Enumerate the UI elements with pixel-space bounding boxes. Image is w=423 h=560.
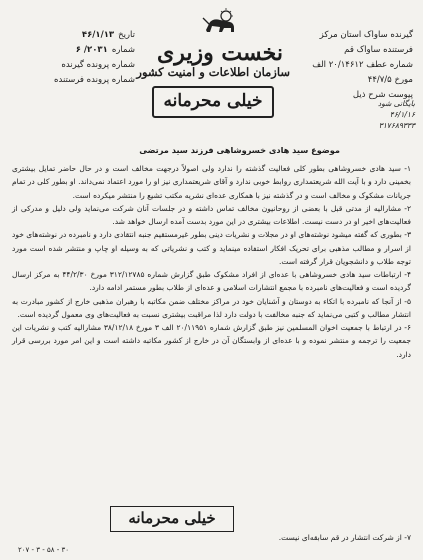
number-label: شماره (111, 45, 135, 55)
header-meta-right (273, 28, 413, 103)
body-paragraph: ۱- سید هادی خسروشاهی بطور کلی فعالیت گذشته را ندارد ولی اصولاً درجهت مخالف است و در حال حاضر تمایل بیشتری بخمینی دارد و با آیت الله شریعتمداری روابط خوبی ندارد و آقای شریعتمداری نیز او را مورد اعتماد نمی‌داند. او بطور کلی در تمام جریانات مشکوک و مخالف است و در گذشته نیز با همکاری عده‌ای نشریه مکتب تشیع را منتشر میکرده است. (12, 164, 411, 200)
handwritten-note (297, 98, 415, 131)
letterhead-organization: سازمان اطلاعات و امنیت کشور (136, 65, 290, 79)
receiver-file-number-label: شماره پرونده گیرنده (61, 60, 135, 70)
reference-date-line: مورخ ۴۴/۷/۵ (367, 75, 413, 85)
lion-and-sun-emblem-icon (200, 8, 240, 34)
letterhead-title: نخست وزیری (157, 40, 283, 66)
sender-file-number-label: شماره پرونده فرستنده (54, 75, 135, 85)
subject-line: موضوع سید هادی خسروشاهی فرزند سید مرتضی (139, 145, 340, 155)
date-value: ۴۶/۱/۱۳ (81, 30, 115, 40)
date-label: تاریخ (118, 30, 135, 40)
handwritten-note-line: ۳۱۷۶۸۹۳۳۳ (378, 121, 415, 130)
handwritten-note-line: بایگانی شود (377, 99, 415, 108)
letter-body (12, 162, 411, 361)
classification-stamp-top: خیلی محرمانه (152, 86, 274, 118)
date-row (10, 28, 135, 43)
recipient-line: گیرنده ساواک استان مرکز (319, 30, 413, 40)
number-value: ۲۰۳۱/ ۶ (75, 45, 108, 55)
footer-code: ۲۰۷ - ۳ - ۵۸ - ۳۰ (18, 546, 70, 554)
body-paragraph: ۶- در ارتباط با جمعیت اخوان المسلمین نیز طبق گزارش شماره ۲۰/۱۱۹۵۱ الف ۳ مورخ ۳۸/۱۲/۱۸ مشارالیه کتب و نشریات این جمعیت را ترجمه و منتشر نموده و با عده‌ای از وابستگان آن در خارج از کشور مکاتبه داشته است و این امر مورد بررسی قرار دارد. (12, 323, 411, 359)
handwritten-note-line: ۴۶/۱/۱۶ (389, 110, 415, 119)
body-paragraph: ۴- ارتباطات سید هادی خسروشاهی با عده‌ای از افراد مشکوک طبق گزارش شماره ۳۱۲/۱۲۷۸۵ مورخ ۴۴/۲/۳۰ به مرکز ارسال گردیده است و فعالیت‌های نامبرده با مجمع انتشارات اسلامی و عده‌ای از طلاب بطور مستمر ادامه دارد. (12, 270, 411, 293)
reference-line: شماره عطف ۲۰/۱۴۶۱۲ الف (312, 60, 413, 70)
classification-stamp-bottom: خیلی محرمانه (110, 506, 234, 532)
body-paragraph-7: ۷- از شرکت انتشار در قم سابقه‌ای نیست. (278, 533, 411, 542)
body-paragraph: ۲- مشارالیه از مدتی قبل با بعضی از روحانیون مخالف تماس داشته و در جلسات آنان شرکت می‌نماید ولی دلیل و مدرکی از فعالیت‌های اخیر او در دست نیست. اطلاعات بیشتری در این مورد بدست آمده ارسال خواهد شد. (12, 203, 411, 226)
header-meta-left (10, 28, 135, 88)
attachment-line: پیوست شرح ذیل (352, 90, 413, 100)
body-paragraph: ۳- بطوری که گفته میشود نوشته‌های او در مجلات و نشریات دینی بطور غیرمستقیم جنبه انتقادی دارد و نامبرده در نوشته‌های خود از اسرار و مطالب مذهبی برای تحریک افکار استفاده مینماید و کتب و نشریاتی که به وسیله او چاپ و منتشر شده است مورد توجه طلاب و دانشجویان قرار گرفته است. (12, 230, 411, 266)
body-paragraph: ۵- از آنجا که نامبرده با اتکاء به دوستان و آشنایان خود در مراکز مختلف ضمن مکاتبه با رهبران مذهبی خارج از کشور مبادرت به انتشار مطالب و کتبی می‌نماید که جنبه مخالفت با دولت دارد لذا مراقبت بیشتری نسبت به فعالیت‌های وی معمول گردیده است. (12, 296, 411, 319)
sender-line: فرستنده ساواک قم (344, 45, 413, 55)
letterhead (136, 8, 290, 79)
number-row (10, 43, 135, 58)
